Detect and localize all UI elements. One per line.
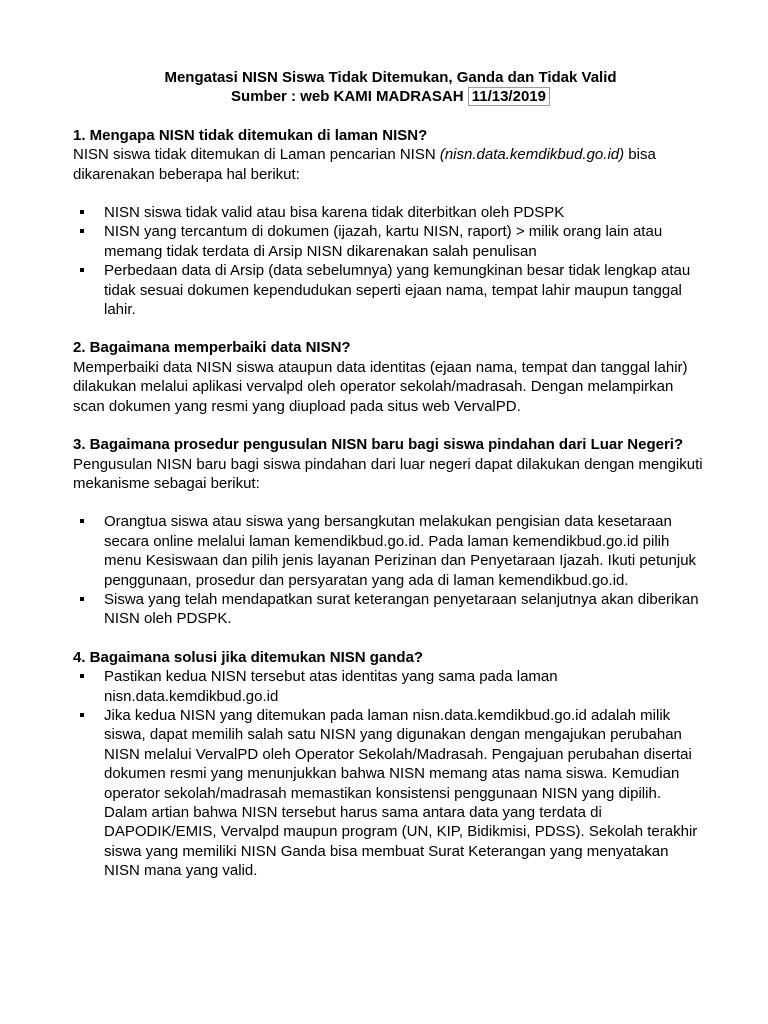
source-date: 11/13/2019 (468, 87, 550, 106)
list-item: Perbedaan data di Arsip (data sebelumnya) yang kemungkinan besar tidak lengkap atau tidak sesuai dokumen kependudukan seperti ejaan nama, tempat lahir maupun tanggal lahir. (73, 261, 708, 319)
section-2-text: Memperbaiki data NISN siswa ataupun data identitas (ejaan nama, tempat dan tanggal lahir) dilakukan melalui aplikasi vervalpd oleh operator sekolah/madrasah. Dengan melampirkan scan dokumen yang resmi yang diupload pada situs web VervalPD. (73, 358, 688, 415)
list-item: Pastikan kedua NISN tersebut atas identitas yang sama pada laman nisn.data.kemdikbud.go.id (73, 667, 708, 706)
section-1-intro-url: (nisn.data.kemdikbud.go.id) (439, 146, 625, 164)
section-3 (73, 435, 708, 629)
section-4-heading: 4. Bagaimana solusi jika ditemukan NISN ganda? (73, 648, 424, 666)
source-label: Sumber : web KAMI MADRASAH (231, 88, 464, 106)
section-1-intro (73, 145, 708, 184)
section-1-intro-tail: bisa dikarenakan beberapa hal berikut: (73, 146, 656, 183)
section-1 (73, 126, 708, 320)
list-item: NISN siswa tidak valid atau bisa karena tidak diterbitkan oleh PDSPK (73, 203, 708, 222)
section-3-list (73, 512, 708, 628)
section-1-intro-text: NISN siswa tidak ditemukan di Laman pencarian NISN (73, 146, 440, 164)
section-4-list (73, 667, 708, 880)
list-item: Jika kedua NISN yang ditemukan pada laman nisn.data.kemdikbud.go.id adalah milik siswa, dapat memilih salah satu NISN yang digunakan dengan mengajukan perubahan NISN melalui VervalPD oleh Operator Sekolah/Madrasah. Pengajuan perubahan disertai dokumen resmi yang menunjukkan bahwa NISN memang atas nama siswa. Kemudian operator sekolah/madrasah memastikan konsistensi penggunaan NISN yang dipilih. Dalam artian bahwa NISN tersebut harus sama antara data yang terdata di DAPODIK/EMIS, Vervalpd maupun program (UN, KIP, Bidikmisi, PDSS). Sekolah terakhir siswa yang memiliki NISN Ganda bisa membuat Surat Keterangan yang menyatakan NISN mana yang valid. (73, 706, 708, 881)
document-title: Mengatasi NISN Siswa Tidak Ditemukan, Ganda dan Tidak Valid (164, 69, 617, 86)
section-3-heading: 3. Bagaimana prosedur pengusulan NISN baru bagi siswa pindahan dari Luar Negeri? (73, 436, 684, 454)
list-item: Siswa yang telah mendapatkan surat keterangan penyetaraan selanjutnya akan diberikan NISN oleh PDSPK. (73, 590, 708, 629)
section-2 (73, 338, 708, 416)
list-item: Orangtua siswa atau siswa yang bersangkutan melakukan pengisian data kesetaraan secara online melalui laman kemendikbud.go.id. Pada laman kemendikbud.go.id pilih menu Kesiswaan dan pilih jenis layanan Perizinan dan Penyetaraan Ijazah. Ikuti petunjuk penggunaan, prosedur dan persyaratan yang ada di laman kemendikbud.go.id. (73, 512, 708, 590)
section-1-heading: 1. Mengapa NISN tidak ditemukan di laman NISN? (73, 126, 428, 144)
section-4 (73, 648, 708, 881)
document-source (73, 87, 708, 106)
section-1-list (73, 203, 708, 319)
section-3-text: Pengusulan NISN baru bagi siswa pindahan dari luar negeri dapat dilakukan dengan mengikuti mekanisme sebagai berikut: (73, 455, 703, 492)
section-2-heading: 2. Bagaimana memperbaiki data NISN? (73, 339, 351, 357)
document-title-block (73, 68, 708, 107)
list-item: NISN yang tercantum di dokumen (ijazah, kartu NISN, raport) > milik orang lain atau memang tidak terdata di Arsip NISN dikarenakan salah penulisan (73, 222, 708, 261)
